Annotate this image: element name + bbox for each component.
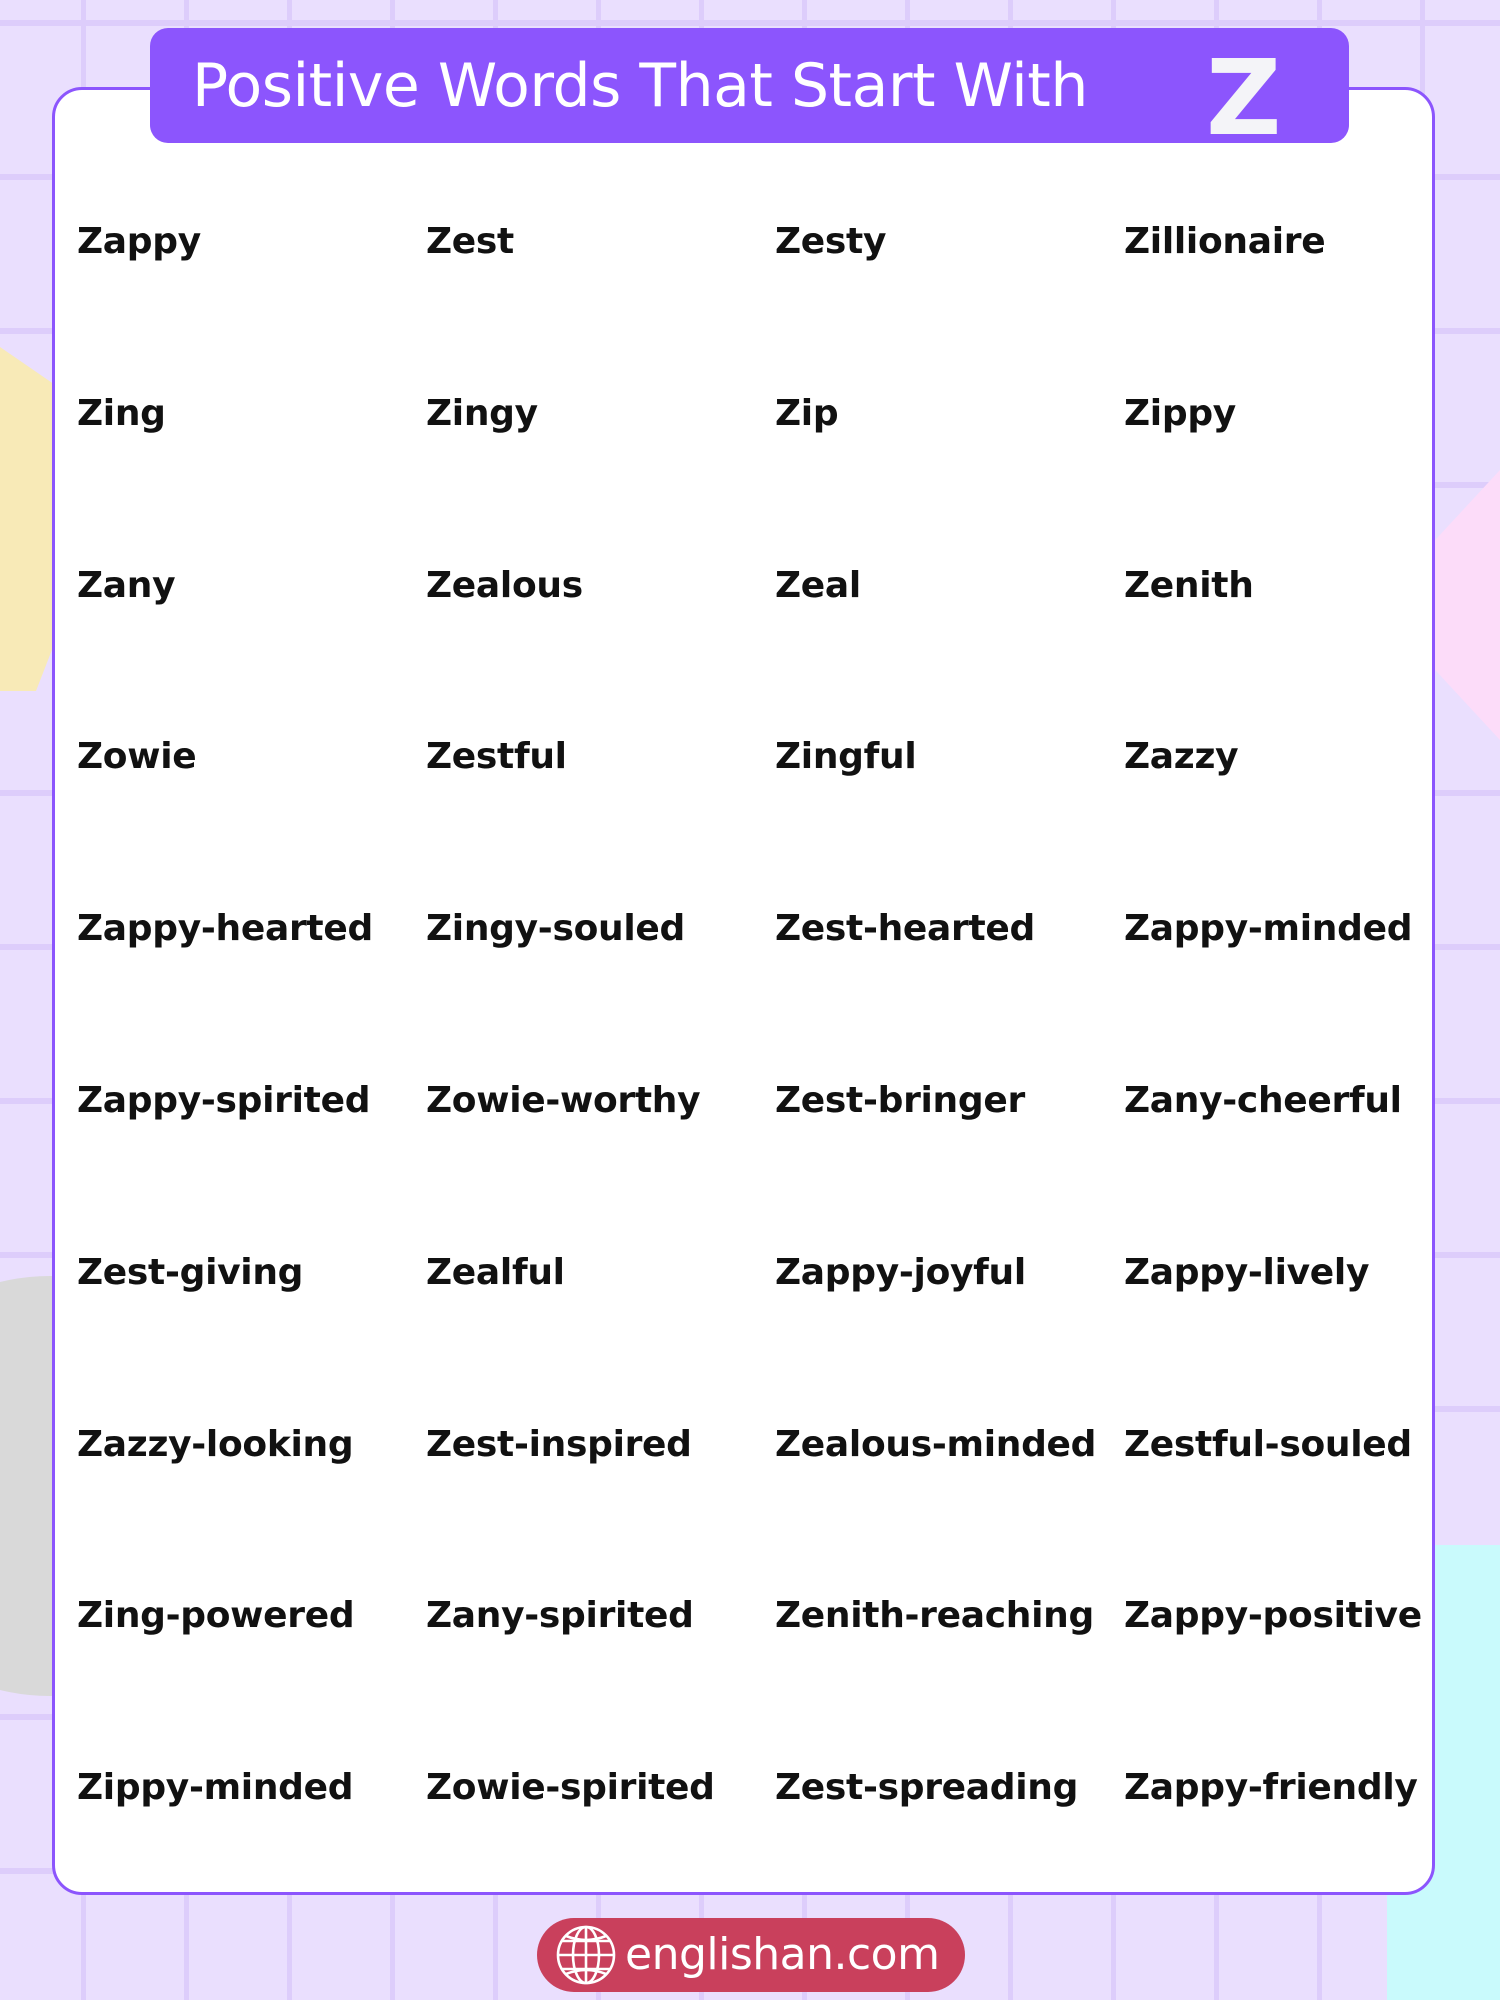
word-item: Zest-hearted (775, 908, 1035, 950)
word-item: Zippy (1124, 392, 1236, 434)
decorative-yellow-shape (0, 347, 60, 691)
word-item: Zippy-minded (77, 1767, 354, 1809)
word-item: Zestful-souled (1124, 1423, 1412, 1465)
word-item: Zingful (775, 736, 917, 778)
word-item: Zazzy (1124, 736, 1239, 778)
word-item: Zany (77, 564, 176, 606)
word-item: Zowie-spirited (426, 1767, 715, 1809)
word-item: Zest-spreading (775, 1767, 1079, 1809)
word-item: Zeal (775, 564, 861, 606)
website-url: englishan.com (625, 1929, 940, 1980)
title-banner (150, 28, 1349, 159)
word-item: Zappy-joyful (775, 1251, 1026, 1293)
word-item: Zing (77, 392, 166, 434)
word-item: Zappy-lively (1124, 1251, 1370, 1293)
word-item: Zowie (77, 736, 197, 778)
website-link[interactable] (537, 1918, 965, 1992)
title-letter: Z (1206, 37, 1282, 159)
word-item: Zappy-minded (1124, 908, 1413, 950)
word-item: Zowie-worthy (426, 1079, 701, 1121)
word-item: Zest-giving (77, 1251, 304, 1293)
word-item: Zazzy-looking (77, 1423, 354, 1465)
word-item: Zingy (426, 392, 538, 434)
word-item: Zest (426, 221, 514, 262)
word-item: Zest-bringer (775, 1079, 1025, 1121)
globe-icon (555, 1924, 617, 1986)
word-item: Zappy-hearted (77, 908, 373, 950)
word-item: Zealous (426, 564, 583, 606)
word-item: Zappy-spirited (77, 1079, 371, 1121)
page-title: Positive Words That Start With (192, 50, 1088, 121)
word-item: Zip (775, 392, 839, 434)
word-item: Zany-cheerful (1124, 1079, 1402, 1121)
word-item: Zealous-minded (775, 1423, 1097, 1465)
word-item: Zenith (1124, 564, 1254, 606)
word-item: Zest-inspired (426, 1423, 692, 1465)
word-item: Zillionaire (1124, 221, 1326, 262)
word-grid (77, 218, 1473, 1936)
word-item: Zesty (775, 221, 887, 262)
word-item: Zappy-positive (1124, 1595, 1422, 1637)
word-item: Zappy-friendly (1124, 1767, 1418, 1809)
word-item: Zingy-souled (426, 908, 685, 950)
word-item: Zealful (426, 1251, 565, 1293)
word-item: Zing-powered (77, 1595, 355, 1637)
word-item: Zappy (77, 221, 201, 262)
word-item: Zany-spirited (426, 1595, 694, 1637)
word-item: Zenith-reaching (775, 1595, 1094, 1637)
word-item: Zestful (426, 736, 567, 778)
